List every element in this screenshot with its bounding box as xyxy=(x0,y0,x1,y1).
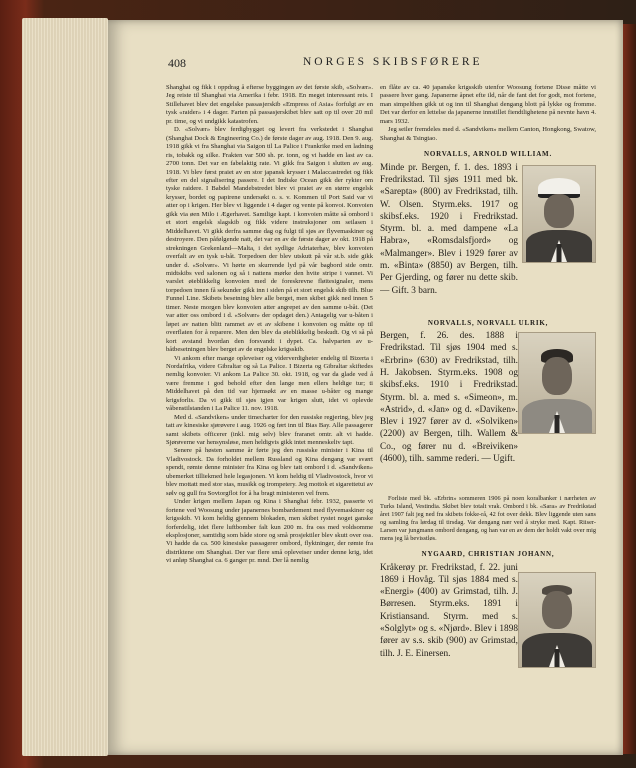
page-number: 408 xyxy=(168,56,186,70)
bio-body xyxy=(380,330,596,495)
bio-body xyxy=(380,562,596,672)
page-block-edge xyxy=(22,18,108,756)
running-head: NORGES SKIBSFØRERE xyxy=(303,56,483,68)
cover-edge-right xyxy=(623,24,636,754)
paragraph: en flåte av ca. 40 japanske krigsskib utenfor Woosung fortene Disse måtte vi passere hver gang. Japanerne åpnet efte ild, når de fant det for godt, mot fortene, man simpelthen gikk ut og inn til Shanghai dengang blott på lykke og fromme. Det var derfor en lettelse da japanerne innstillet fiendtlighetene på nevnte havn 4. mars 1932. xyxy=(380,84,596,125)
bio-body xyxy=(380,162,596,312)
tie xyxy=(557,244,562,262)
paragraph: Med d. «Sandviken» under timecharter for den russiske regjering, blev jeg tatt av kinesiske sjørøvere i aug. 1926 og ført inn til Bias Bay. Alle passagerer samt skibets officerer (inkl. mig selv) blev fraranet omtr. alt vi hadde. Sjørøverne var hensynsløse, men heldigvis gikk intet menneskeliv tapt. xyxy=(166,413,373,447)
right-column xyxy=(380,84,596,746)
paragraph: Vi ankom efter mange opleveiser og viderverdigheter endelig til Bizerta i Nordafrika, videre Gibraltar og så La Palice. I Bizerta og Gibraltar skiftedes nemlig konvoier. Vi ankom La Palice 30. okt. 1918, og var da glade ved å være fremme i god behold efter den lange men ellers heldige tur; ti Middelhavet på den tid var hjemsøkt av en masse u-båter og mange krigsforlis. Da vi gikk til sjøs igjen var krigen slutt, idet vi oplevde våbenstilstanden i La Palice 11. nov. 1918. xyxy=(166,354,373,413)
bio-text: Kråkerøy pr. Fredrikstad, f. 22. juni 1869 i Hovåg. Til sjøs 1884 med s. «Energi» (400) av Grimstad, tilh. J. Børresen. Styrm.eks. 1891 i Kristiansand. Styrm. med s. «Solglyt» og s. «Njørd». Blev i 1898 fører av s.s. skib (900) av Grimstad, tilh. J. E. Einersen. xyxy=(380,562,518,659)
left-column xyxy=(166,84,373,746)
bio-text: Bergen, f. 26. des. 1888 i Fredrikstad. Til sjøs 1904 med s. «Erbrin» (630) av Fredrikstad, tilh. H. Jakobsen. Styrm.eks. 1908 og skibsf.eks. 1910 i Fredrikstad. Styrm. bl. a. med s. «Simeon», m. «Astrid», d. «Jan» og d. «Daviken». Blev i 1927 fører av d. «Solviken» (2200) av Bergen, tilh. Wallem & Co., og fører nu d. «Breiviken» (4600), tilh. samme rederi. — Ugift. xyxy=(380,331,518,465)
bio-heading: NYGAARD, CHRISTIAN JOHANN, xyxy=(421,550,555,559)
paragraph: Senere på høsten samme år førte jeg den russiske minister i Kina til Vladivostock. Da forholdet mellem Russland og Kina dengang var svært spendt, rømte denne minister fra Kina og blev tatt ombord i d. «Sandviken» ubemerket tilliekmed hele legasjonen. Vi kom heldig til Vladivostock, hvor vi blev mottatt med stor stas, musikk og trompetery. Jeg mottok et sigarettetui av sølv og gull fra Sovtorgflot for å ha bragt ministeren vel frem. xyxy=(166,447,373,497)
bio-heading: NORVALLS, NORVALL ULRIK, xyxy=(427,318,549,327)
bio-heading: NORVALLS, ARNOLD WILLIAM. xyxy=(423,150,553,159)
paragraph: Jeg seiler fremdeles med d. «Sandviken» mellem Canton, Hongkong, Swatow, Shanghai & Tsingtao. xyxy=(380,126,596,142)
bio-entry xyxy=(380,550,596,671)
portrait-photo xyxy=(518,572,596,668)
tie xyxy=(555,649,560,667)
bio-entry xyxy=(380,319,596,543)
paragraph: Under krigen mellem Japan og Kina i Shanghai febr. 1932, passerte vi fortene ved Woosung under japanernes bombardement med flyvemaskiner og krigsskib. Vi kom heldig gjennem blokaden, men skibet rystet noget ganske forferdelig, idet flere luftbomber falt kun 200 m. fra oss med voldsomme eksplosjoner, samtidig som både store og små prosjektiler blev skutt over oss. Vi hadde da ca. 500 kinesiske passagerer ombord, flyktninger, der rømte fra distriktene om Shanghai. Der var flere små opleveiser under denne krig, idet vi anløp Shanghai ca. 6 ganger pr. mnd. Der lå nemlig xyxy=(166,498,373,565)
portrait-photo xyxy=(518,332,596,434)
paragraph: D. «Solvær» blev ferdigbygget og levert fra verkstedet i Shanghai (Shanghai Dock & Engineering Co.) de første dager av aug. 1918. Den 9. aug. 1918 gikk vi fra Shanghai via Saigon til La Palice i Frankrike med en ladning ris, tobakk og silke. Frakten var 500 sh. pr. tonn, og vi hadde en last av ca. 2700 tonn. Det var en fabelaktig rate. Vi gikk fra Saigon i slutten av aug. 1918. Vi blev først praiet av en stor japansk krysser i Malaccastredet og fikk efter en del signalisering passere. I det Indiske Ocean gikk der rykter om tyske raidere. I Babdel Mandebstredet blev vi praiet av en større engelsk krysser, bordet og papirene undersøkt o. s. v. Kommen til Port Said var vi atter op i krigen. Her blev vi liggende i 4 dager og vente på konvoi. Konvoien gikk via øen Milo i Ægerhavet. Samtlige kapt. i konvoien måtte så ombord i et stort engelsk slagskib og fikk videre instruksjoner om seilasen i Middelhavet. Vi gikk derfra samme dag og fulgt til sjøs av flyvemaskiner og destroyere. Den påfølgende natt, det var en av de første dager av okt. 1918 på strekningen Grekenland—Malta, i det sydlige Adriaterhav, blev konvoien overfalt av en tysk u-båt. Torpedoen der blev utskutt på vår st.b. side gikk under d. «Solvær». Vi hørte en skurrende lyd på vår bagbord side omtr. midtskibs ved salonen og så i nattens mørke den hvite stripe i vannet. Vi varslet øieblikkelig konvoien med de foreskrevne fløitesignaler, mens torpedoen innen få sekunder gikk inn i siden på et stort engelsk skib tilh. Blue Funnel Line. Skibets besetning blev alle berget, men skibet gikk ned innen 5 timer. Neste morgen blev konvoien atter angrepet av den samme u-båt. (Det var atter oss ombord i d. «Solvær» der opdaget den.) Antagelig var u-båten i løpet av natten blitt rammet av et av skibene i konvoien og måtte op til overflaten for å reparere. Men den blev da øieblikkelig beskudt. Og vi så på kort avstand hvordan den forsvandt i dypet. Ca. halvparten av u-båtbesetningen blev berget av de engelske krigsskib. xyxy=(166,126,373,354)
bio-text: Minde pr. Bergen, f. 1. des. 1893 i Fredrikstad. Til sjøs 1911 med bk. «Sarepta» (800) av Fredrikstad, tilh. W. Olsen. Styrm.eks. 1917 og skibsf.eks. 1920 i Fredrikstad. Styrm. bl. a. med dampene «La Habra», «Romsdalsfjord» og «Malmanger». Blev i 1929 fører av m. «Binta» (8850) av Bergen, tilh. Per Gjerding, og fører nu dette skib. — Gift. 3 barn. xyxy=(380,162,518,296)
bio-note: Forliste med bk. «Erbrin» sommeren 1906 på noen koralbanker i nærheten av Turks Island, Vestindia. Skibet blev totalt vrak. Ombord i bk. «Sara» av Fredrikstad året 1907 falt jeg ned fra skibets fokke-rå, 42 fot over dekk. Blev liggende uten sans og samling fra lørdag til tirsdag. Var dengang nær ved å stryke med. Kapt. Riiser-Larsen var jungmann ombord dengang, og han var en av dem der holdt vakt over mig mens jeg lå bevisstløs. xyxy=(380,495,596,543)
face xyxy=(544,194,574,228)
face xyxy=(542,357,572,395)
paragraph: Shanghai og fikk i oppdrag å efterse byggingen av det første skib, «Solvær». Jeg reiste til Shanghai via Amerika i febr. 1918. En meget interessant reis. I Stillehavet blev det engelske passasjerskib «Empress of Asia» forfulgt av en tysk «raider» i 4 dager. Farten på passasjerskibet blev satt op til over 20 mil pr. time, og vi undgikk katastrofen. xyxy=(166,84,373,125)
face xyxy=(542,591,572,629)
tie xyxy=(555,415,560,433)
portrait-photo xyxy=(522,165,596,263)
bio-entry xyxy=(380,150,596,311)
page-header xyxy=(168,56,596,74)
